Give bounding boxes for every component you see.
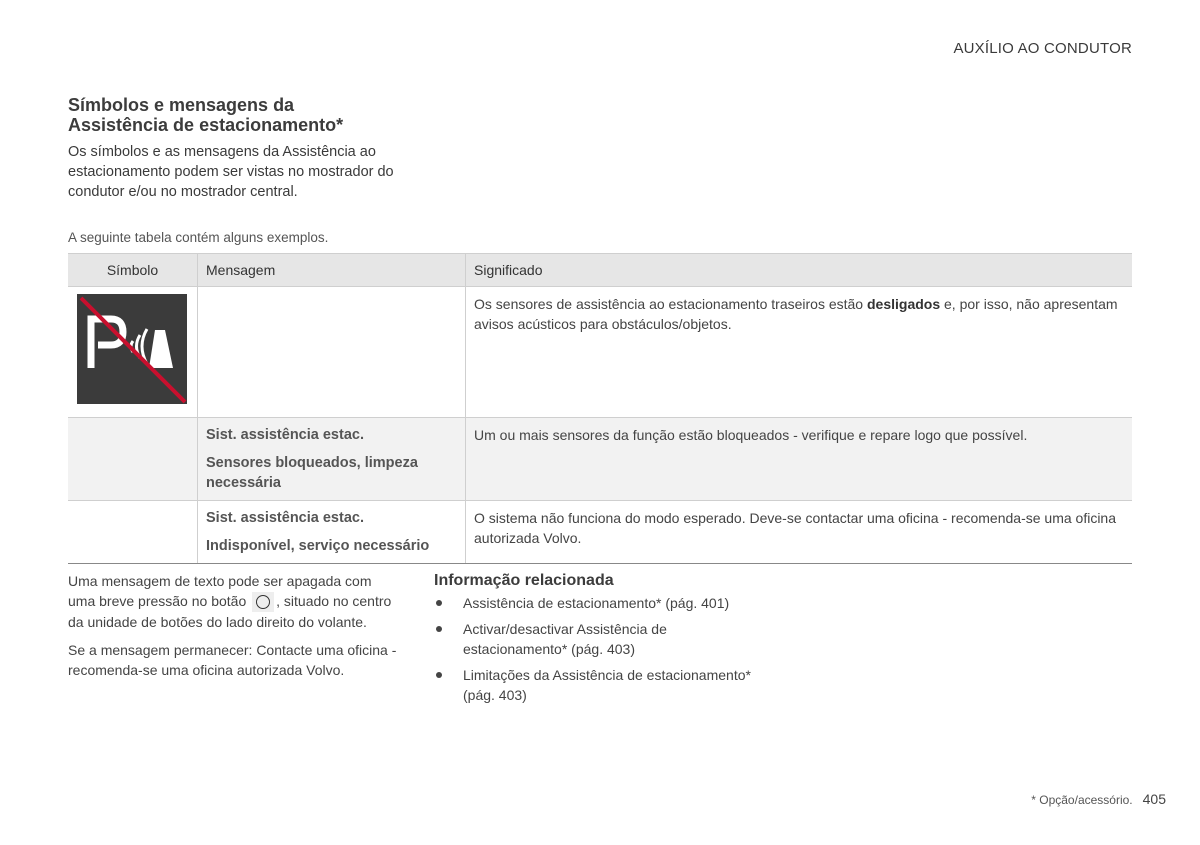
title-line-1: Símbolos e mensagens da — [68, 95, 295, 115]
message-cell — [198, 418, 466, 501]
note-paragraph-2: Se a mensagem permanecer: Contacte uma oficina - recomenda-se uma oficina autorizada Volvo. — [68, 642, 397, 679]
related-heading: Informação relacionada — [434, 572, 614, 589]
bullet-icon — [436, 600, 442, 606]
related-info-section — [434, 571, 764, 711]
message-title: Sist. assistência estac. — [206, 427, 364, 443]
related-link-text[interactable]: Assistência de estacionamento* (pág. 401) — [463, 595, 730, 611]
table-header-row — [68, 254, 1132, 287]
symbol-cell-empty — [68, 418, 198, 501]
note-text-post: , situado no centro da unidade de botões do lado direito do volante. — [68, 593, 392, 631]
related-link[interactable] — [434, 593, 764, 613]
table-row — [68, 287, 1132, 418]
meaning-text-pre: Os sensores de assistência ao estacionamento traseiros estão — [474, 296, 867, 312]
page-title — [68, 95, 428, 135]
note-section — [68, 571, 398, 688]
symbol-cell — [68, 287, 198, 418]
intro-paragraph: Os símbolos e as mensagens da Assistência ao estacionamento podem ser vistas no mostrador do condutor e/ou no mostrador central. — [68, 144, 394, 200]
meaning-text-bold: desligados — [866, 296, 941, 312]
related-link[interactable] — [434, 619, 764, 659]
meaning-cell: Um ou mais sensores da função estão bloqueados - verifique e repare logo que possível. — [466, 418, 1133, 501]
header-symbol: Símbolo — [68, 254, 198, 287]
related-list — [434, 593, 764, 705]
bullet-icon — [436, 626, 442, 632]
meaning-cell — [466, 287, 1133, 418]
message-subtitle: Sensores bloqueados, limpeza necessária — [206, 455, 418, 491]
ok-button-icon — [252, 592, 274, 612]
page-footer — [1031, 791, 1166, 807]
header-meaning: Significado — [466, 254, 1133, 287]
symbols-table — [68, 253, 1132, 564]
park-assist-off-icon — [77, 294, 187, 404]
running-header: AUXÍLIO AO CONDUTOR — [953, 40, 1132, 57]
bullet-icon — [436, 672, 442, 678]
header-message: Mensagem — [198, 254, 466, 287]
page-number: 405 — [1142, 791, 1166, 807]
message-subtitle: Indisponível, serviço necessário — [206, 538, 430, 554]
table-row — [68, 418, 1132, 501]
symbol-cell-empty — [68, 501, 198, 564]
note-text-pre: Uma mensagem de texto pode ser apagada com uma breve pressão no botão — [68, 573, 372, 609]
message-cell — [198, 501, 466, 564]
message-title: Sist. assistência estac. — [206, 510, 364, 526]
table-row — [68, 501, 1132, 564]
related-link-text[interactable]: Activar/desactivar Assistência de estacionamento* (pág. 403) — [463, 621, 667, 657]
meaning-cell: O sistema não funciona do modo esperado. Deve-se contactar uma oficina - recomenda-se uma oficina autorizada Volvo. — [466, 501, 1133, 564]
message-cell-empty — [198, 287, 466, 418]
title-line-2: Assistência de estacionamento* — [68, 115, 344, 135]
related-link[interactable] — [434, 665, 764, 705]
table-caption: A seguinte tabela contém alguns exemplos. — [68, 230, 329, 245]
footnote: * Opção/acessório. — [1031, 793, 1133, 807]
meaning-text-post: e, por isso, não apresentam avisos acústicos para obstáculos/objetos. — [474, 296, 1118, 332]
note-paragraph-1 — [68, 571, 398, 632]
related-link-text[interactable]: Limitações da Assistência de estacionamento* (pág. 403) — [463, 667, 751, 703]
